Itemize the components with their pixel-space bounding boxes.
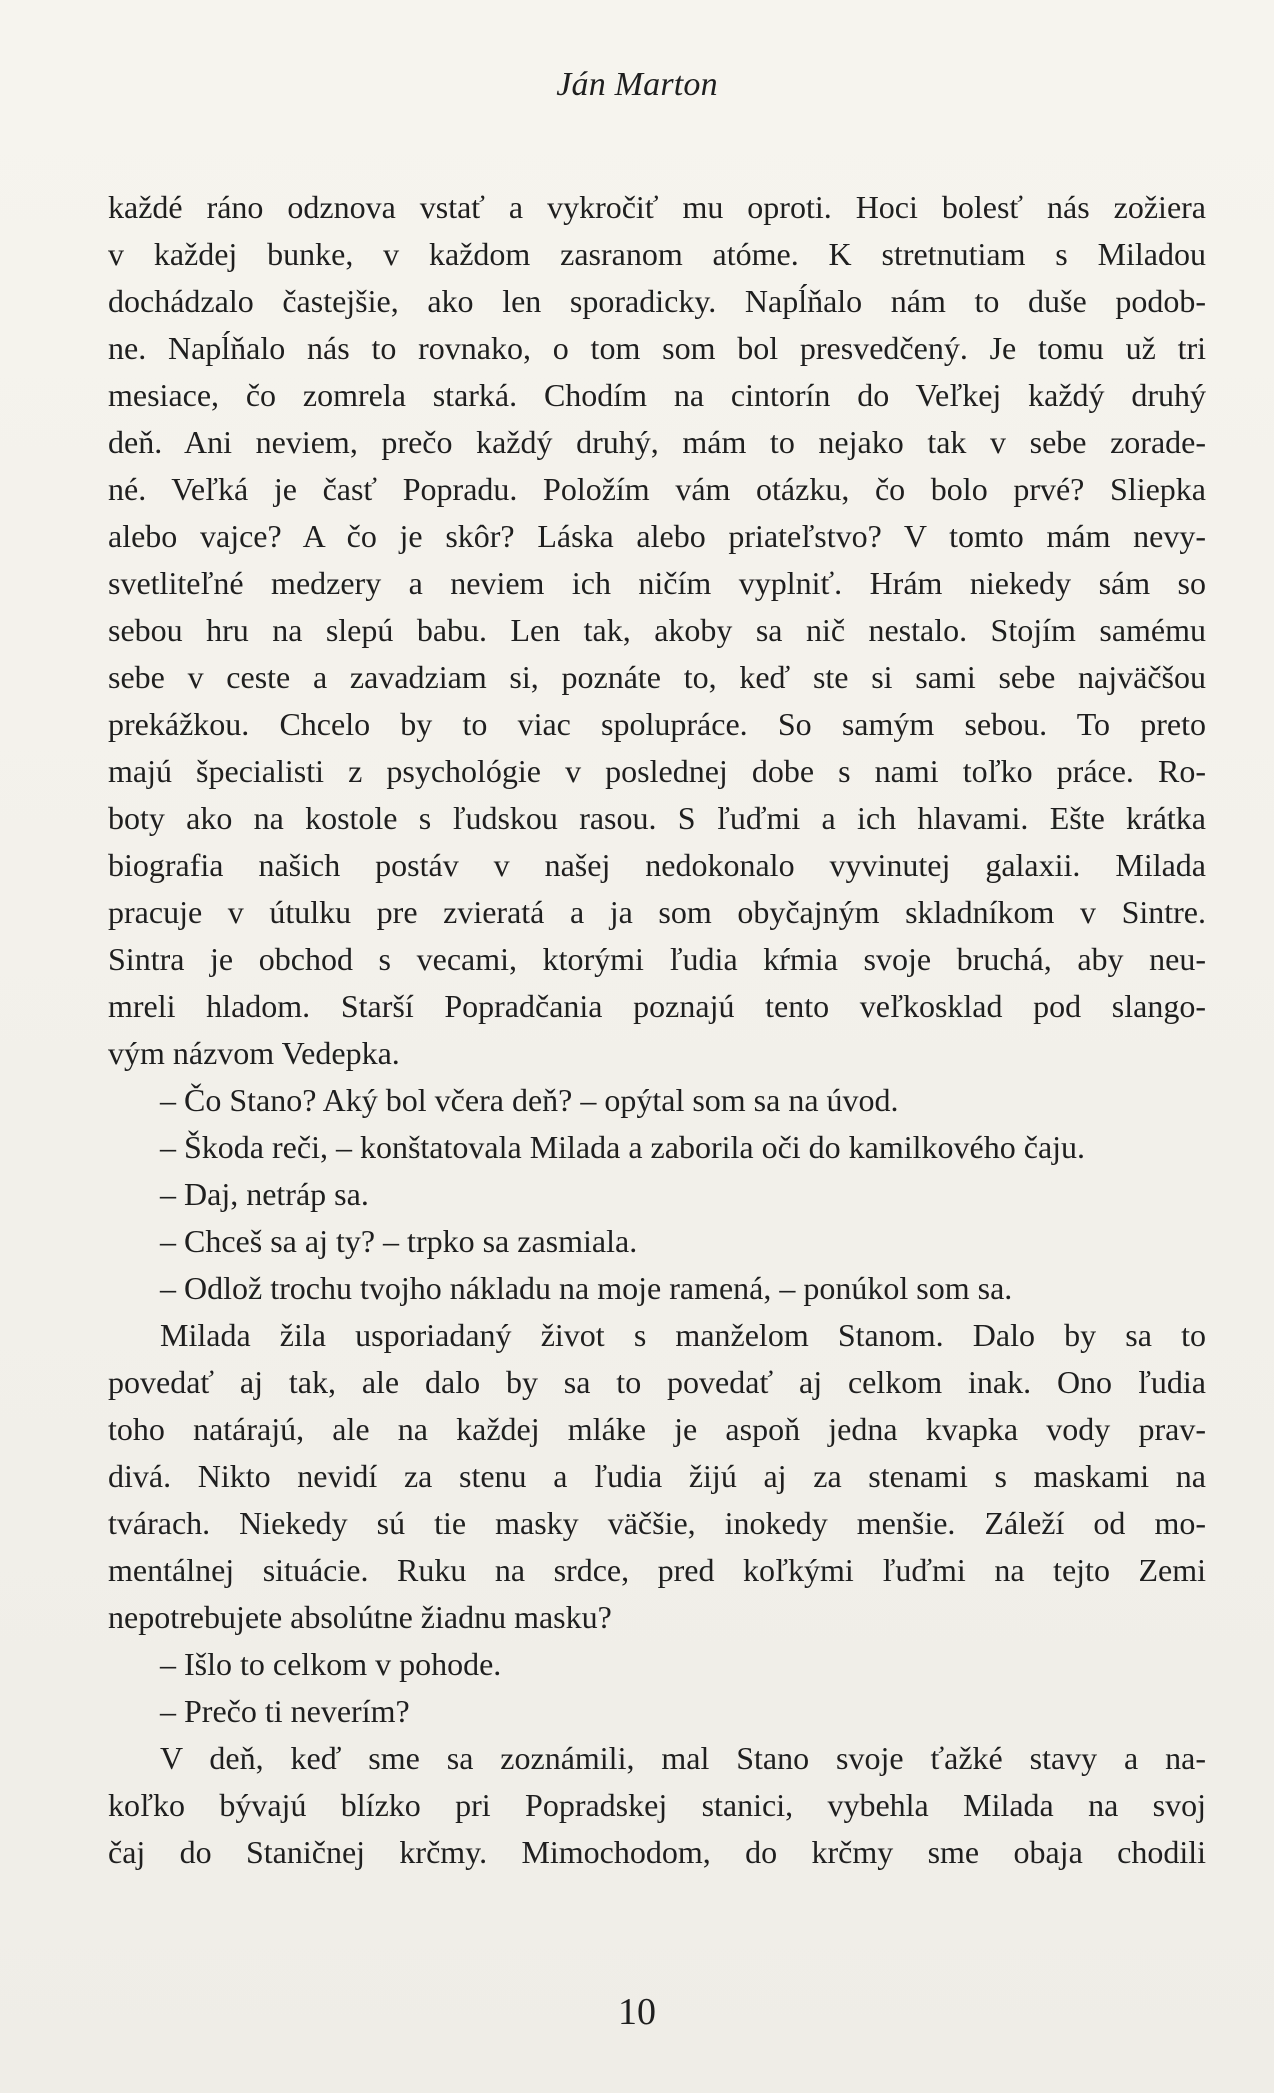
text-line: boty ako na kostole s ľudskou rasou. S ľuďmi a ich hlavami. Ešte krátka [108, 800, 1206, 836]
text-line: svetliteľné medzery a neviem ich ničím vyplniť. Hrám niekedy sám so [108, 565, 1206, 601]
text-line: ne. Napĺňalo nás to rovnako, o tom som bol presvedčený. Je tomu už tri [108, 330, 1206, 366]
dialog-line: – Daj, netráp sa. [160, 1176, 369, 1212]
body-text [108, 184, 1206, 1876]
running-head-author: Ján Marton [556, 66, 718, 103]
text-line: povedať aj tak, ale dalo by sa to povedať aj celkom inak. Ono ľudia [108, 1364, 1206, 1400]
text-line: každé ráno odznova vstať a vykročiť mu oproti. Hoci bolesť nás zožiera [108, 189, 1206, 225]
text-line: koľko bývajú blízko pri Popradskej stanici, vybehla Milada na svoj [108, 1787, 1206, 1823]
text-line: Sintra je obchod s vecami, ktorými ľudia kŕmia svoje bruchá, aby neu- [108, 941, 1206, 977]
dialog-line: – Čo Stano? Aký bol včera deň? – opýtal som sa na úvod. [160, 1082, 899, 1118]
text-line: mentálnej situácie. Ruku na srdce, pred koľkými ľuďmi na tejto Zemi [108, 1552, 1206, 1588]
paragraph-first-line: V deň, keď sme sa zoznámili, mal Stano svoje ťažké stavy a na- [160, 1740, 1206, 1776]
text-line: né. Veľká je časť Popradu. Položím vám otázku, čo bolo prvé? Sliepka [108, 471, 1206, 507]
text-line: deň. Ani neviem, prečo každý druhý, mám to nejako tak v sebe zorade- [108, 424, 1206, 460]
text-line: sebou hru na slepú babu. Len tak, akoby sa nič nestalo. Stojím samému [108, 612, 1206, 648]
dialog-line: – Odlož trochu tvojho nákladu na moje ramená, – ponúkol som sa. [160, 1270, 1013, 1306]
paragraph-first-line: Milada žila usporiadaný život s manželom Stanom. Dalo by sa to [160, 1317, 1206, 1353]
text-line: v každej bunke, v každom zasranom atóme. K stretnutiam s Miladou [108, 236, 1206, 272]
text-line: dochádzalo častejšie, ako len sporadicky. Napĺňalo nám to duše podob- [108, 283, 1206, 319]
text-line: nepotrebujete absolútne žiadnu masku? [108, 1599, 612, 1635]
text-line: mreli hladom. Starší Popradčania poznajú tento veľkosklad pod slango- [108, 988, 1206, 1024]
text-line: sebe v ceste a zavadziam si, poznáte to, keď ste si sami sebe najväčšou [108, 659, 1206, 695]
text-line: alebo vajce? A čo je skôr? Láska alebo priateľstvo? V tomto mám nevy- [108, 518, 1206, 554]
text-line: vým názvom Vedepka. [108, 1035, 400, 1071]
text-line: divá. Nikto nevidí za stenu a ľudia žijú aj za stenami s maskami na [108, 1458, 1206, 1494]
text-line: mesiace, čo zomrela starká. Chodím na cintorín do Veľkej každý druhý [108, 377, 1206, 413]
dialog-line: – Išlo to celkom v pohode. [160, 1646, 502, 1682]
dialog-line: – Chceš sa aj ty? – trpko sa zasmiala. [160, 1223, 638, 1259]
text-line: majú špecialisti z psychológie v poslednej dobe s nami toľko práce. Ro- [108, 753, 1206, 789]
text-line: biografia našich postáv v našej nedokonalo vyvinutej galaxii. Milada [108, 847, 1206, 883]
text-line: prekážkou. Chcelo by to viac spolupráce. So samým sebou. To preto [108, 706, 1206, 742]
text-line: čaj do Staničnej krčmy. Mimochodom, do krčmy sme obaja chodili [108, 1834, 1206, 1870]
text-line: pracuje v útulku pre zvieratá a ja som obyčajným skladníkom v Sintre. [108, 894, 1206, 930]
page-number: 10 [618, 1991, 656, 2033]
dialog-line: – Prečo ti neverím? [160, 1693, 410, 1729]
dialog-line: – Škoda reči, – konštatovala Milada a zaborila oči do kamilkového čaju. [160, 1129, 1086, 1165]
text-line: tvárach. Niekedy sú tie masky väčšie, inokedy menšie. Záleží od mo- [108, 1505, 1206, 1541]
text-line: toho natárajú, ale na každej mláke je aspoň jedna kvapka vody prav- [108, 1411, 1206, 1447]
